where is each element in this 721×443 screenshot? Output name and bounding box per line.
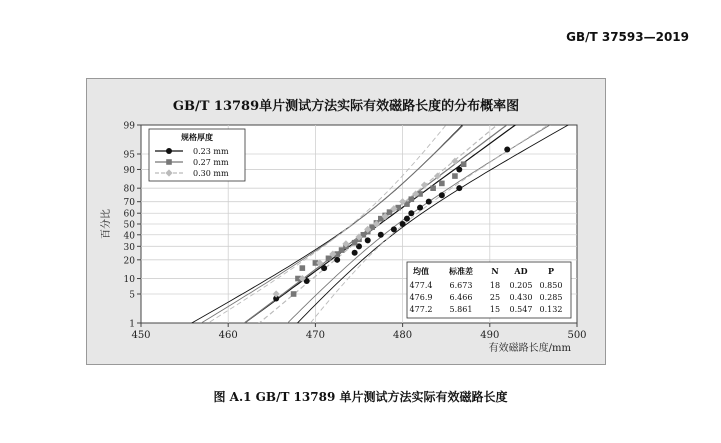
stats-cell: 6.673 xyxy=(449,281,473,290)
data-point-0-23-mm xyxy=(456,185,462,191)
y-axis-label: 百分比 xyxy=(101,209,112,239)
data-point-0-23-mm xyxy=(404,216,410,222)
data-point-0-27-mm xyxy=(452,173,458,179)
figure-panel xyxy=(86,78,606,365)
data-point-0-23-mm xyxy=(408,210,414,216)
y-tick-label: 80 xyxy=(123,184,135,195)
data-point-0-27-mm xyxy=(439,181,445,187)
stats-cell: 15 xyxy=(489,305,501,314)
data-point-0-27-mm xyxy=(326,256,332,262)
legend-label: 0.23 mm xyxy=(193,147,229,156)
x-tick-label: 480 xyxy=(393,330,413,341)
data-point-0-27-mm xyxy=(461,161,467,167)
data-point-0-23-mm xyxy=(334,257,340,263)
data-point-0-23-mm xyxy=(426,199,432,205)
y-tick-label: 40 xyxy=(123,231,135,242)
probability-plot xyxy=(87,79,607,366)
y-tick-label: 5 xyxy=(129,290,135,301)
legend-marker xyxy=(166,159,172,165)
stats-cell: 5.861 xyxy=(449,305,473,314)
stats-cell: 0.430 xyxy=(509,293,533,302)
y-tick-label: 70 xyxy=(123,198,135,209)
data-point-0-23-mm xyxy=(352,250,358,256)
standard-number: GB/T 37593—2019 xyxy=(566,30,689,44)
y-tick-label: 90 xyxy=(123,165,135,176)
legend-label: 0.30 mm xyxy=(193,169,229,178)
y-tick-label: 20 xyxy=(123,256,135,267)
stats-cell: 0.850 xyxy=(539,281,563,290)
x-axis-label: 有效磁路长度/mm xyxy=(488,343,571,354)
y-tick-label: 95 xyxy=(123,150,135,161)
x-tick-label: 500 xyxy=(567,330,587,341)
stats-cell: 476.9 xyxy=(409,293,433,302)
data-point-0-23-mm xyxy=(365,237,371,243)
data-point-0-23-mm xyxy=(417,205,423,211)
x-tick-label: 490 xyxy=(480,330,500,341)
figure-caption: 图 A.1 GB/T 13789 单片测试方法实际有效磁路长度 xyxy=(213,390,508,404)
y-tick-label: 10 xyxy=(123,275,135,286)
data-point-0-27-mm xyxy=(409,196,415,202)
data-point-0-23-mm xyxy=(504,146,510,152)
data-point-0-23-mm xyxy=(439,192,445,198)
stats-header: P xyxy=(547,266,555,276)
y-tick-label: 60 xyxy=(123,209,135,220)
x-tick-label: 460 xyxy=(218,330,238,341)
stats-cell: 0.547 xyxy=(509,305,533,314)
stats-cell: 477.2 xyxy=(409,305,433,314)
data-point-0-23-mm xyxy=(378,232,384,238)
legend-label: 0.27 mm xyxy=(193,158,229,167)
x-tick-label: 450 xyxy=(131,330,151,341)
stats-cell: 6.466 xyxy=(449,293,473,302)
data-point-0-23-mm xyxy=(400,221,406,227)
y-tick-label: 30 xyxy=(123,242,135,253)
y-tick-label: 1 xyxy=(129,319,135,330)
data-point-0-23-mm xyxy=(321,265,327,271)
stats-cell: 18 xyxy=(489,281,501,290)
stats-cell: 0.205 xyxy=(509,281,533,290)
stats-header: 标准差 xyxy=(449,266,473,276)
y-tick-label: 50 xyxy=(123,220,135,231)
data-point-0-27-mm xyxy=(291,291,297,297)
data-point-0-23-mm xyxy=(391,226,397,232)
y-tick-label: 99 xyxy=(123,121,135,132)
stats-cell: 0.132 xyxy=(539,305,563,314)
data-point-0-23-mm xyxy=(456,166,462,172)
stats-header: 均值 xyxy=(413,266,429,276)
stats-cell: 477.4 xyxy=(409,281,433,290)
chart-title: GB/T 13789单片测试方法实际有效磁路长度的分布概率图 xyxy=(172,99,520,114)
legend-marker xyxy=(166,148,172,154)
stats-header: N xyxy=(491,266,499,276)
stats-cell: 25 xyxy=(489,293,501,302)
data-point-0-27-mm xyxy=(300,265,306,271)
x-tick-label: 470 xyxy=(305,330,325,341)
stats-header: AD xyxy=(514,266,528,276)
data-point-0-27-mm xyxy=(387,209,393,215)
data-point-0-27-mm xyxy=(430,185,436,191)
stats-cell: 0.285 xyxy=(539,293,563,302)
legend-title: 规格厚度 xyxy=(181,132,213,142)
